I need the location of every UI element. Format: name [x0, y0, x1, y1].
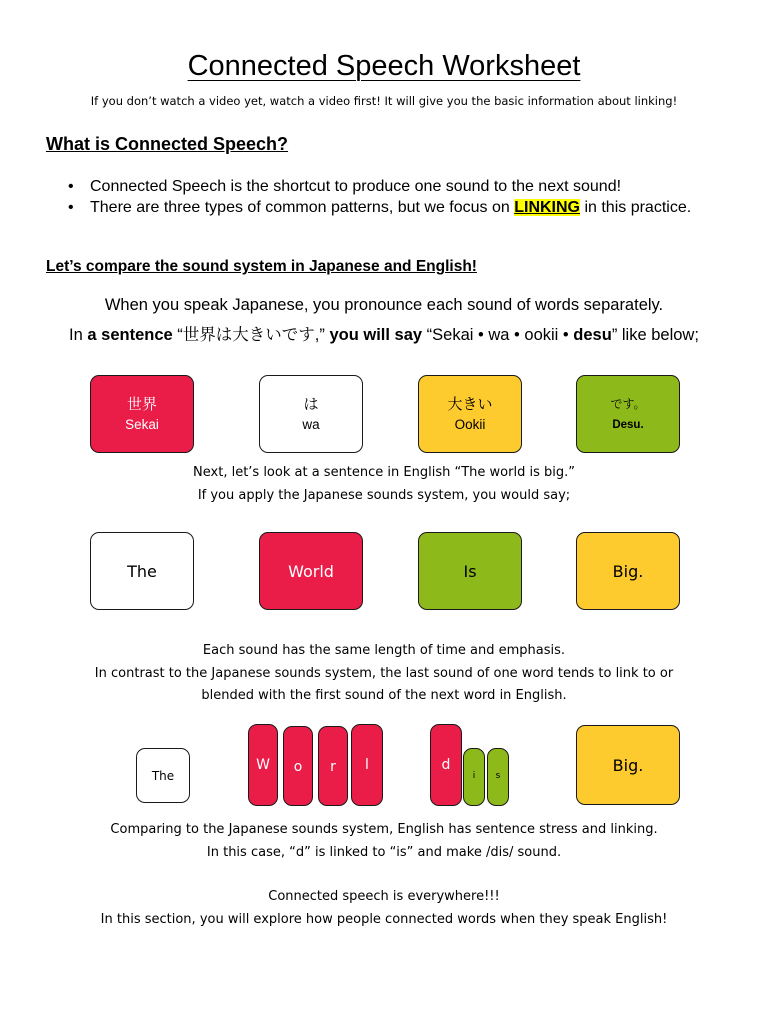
romaji-text: Sekai — [125, 417, 159, 432]
jp-text: 世界 — [126, 395, 157, 413]
subtitle: If you don’t watch a video yet, watch a video first! It will give you the basic information about linking! — [90, 94, 678, 108]
bullet-list — [68, 176, 708, 218]
letter-box-i: i — [463, 748, 485, 806]
en-box-big: Big. — [576, 532, 680, 610]
letter-box-l: l — [351, 724, 383, 806]
letter-box-s: s — [487, 748, 509, 806]
contrast-text: Each sound has the same length of time and emphasis. In contrast to the Japanese sounds system, the last sound of one word tends to link to or blended with the first sound of the next word in English. — [94, 643, 674, 703]
bullet-item-2: • There are three types of common patterns, but we focus on LINKING in this practice. — [68, 197, 708, 218]
jp-text: は — [303, 395, 319, 413]
page-title: Connected Speech Worksheet — [187, 50, 581, 82]
jp-box-desu — [576, 375, 680, 453]
jp-box-wa — [259, 375, 363, 453]
intro-line-1: When you speak Japanese, you pronounce each sound of words separately. — [104, 296, 664, 314]
jp-text: 大きい — [447, 395, 493, 413]
letter-box-d: d — [430, 724, 462, 806]
bullet-item-1: • Connected Speech is the shortcut to produce one sound to the next sound! — [68, 176, 708, 197]
romaji-text: Ookii — [454, 417, 486, 432]
section-heading: What is Connected Speech? — [46, 134, 289, 154]
jp-text: です。 — [610, 397, 646, 411]
en-box-is: Is — [418, 532, 522, 610]
letter-box-o: o — [283, 726, 313, 806]
en-box-world: World — [259, 532, 363, 610]
letter-box-w: W — [248, 724, 278, 806]
intro-line-2: In a sentence “世界は大きいです,” you will say “Sekai • wa • ookii • desu” like below; — [69, 326, 699, 344]
linked-box-big: Big. — [576, 725, 680, 805]
linked-box-the: The — [136, 748, 190, 803]
jp-box-sekai — [90, 375, 194, 453]
conclusion-text: Comparing to the Japanese sounds system, English has sentence stress and linking. In this case, “d” is linked to “is” and make /dis/ sound. Connected speech is everywhere!!! In this section, you will explore how people connected words when they speak English! — [100, 822, 668, 927]
jp-box-ookii — [418, 375, 522, 453]
letter-box-r: r — [318, 726, 348, 806]
romaji-text: Desu. — [612, 419, 644, 431]
next-text: Next, let’s look at a sentence in English “The world is big.” If you apply the Japanese sounds system, you would say; — [193, 465, 575, 503]
compare-heading: Let’s compare the sound system in Japanese and English! — [46, 258, 477, 275]
romaji-text: wa — [302, 417, 320, 432]
linking-highlight: LINKING — [514, 199, 580, 216]
en-box-the: The — [90, 532, 194, 610]
